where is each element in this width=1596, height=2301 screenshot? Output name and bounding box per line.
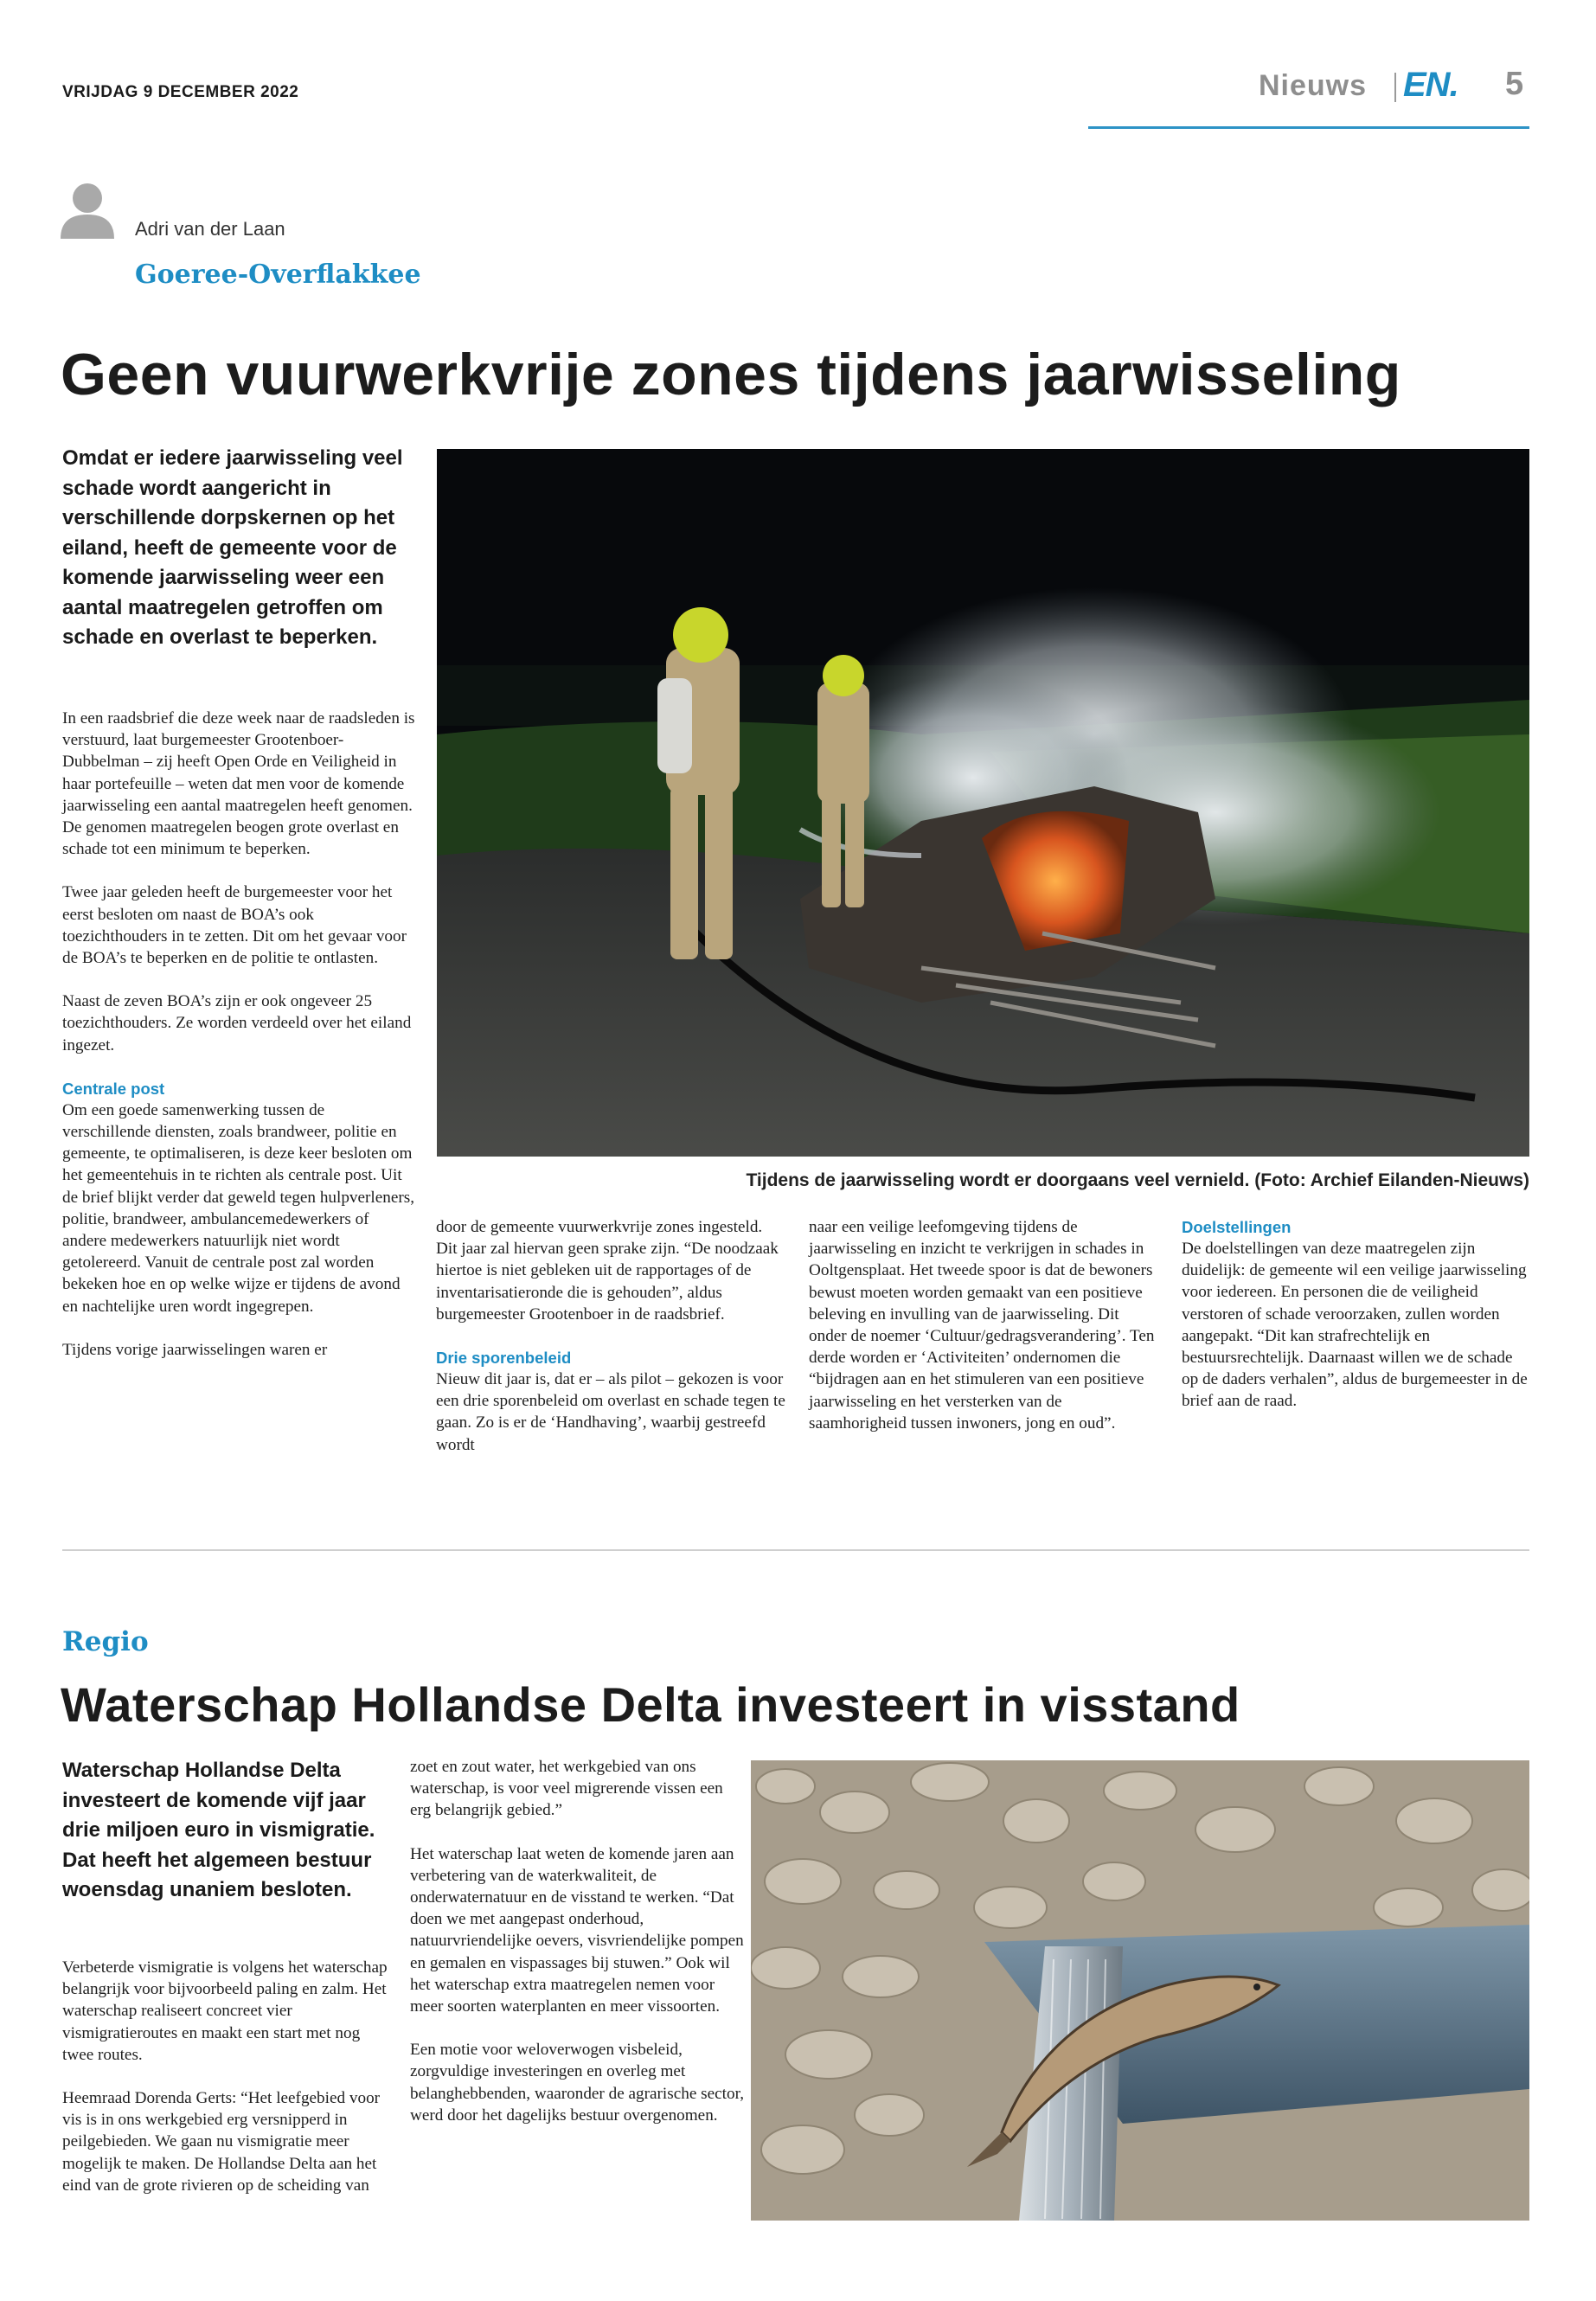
paragraph: Verbeterde vismigratie is volgens het waterschap belangrijk voor bijvoorbeeld paling en zalm. Het waterschap realiseert concreet vier vismigratieroutes en maakt een start met nog twee routes. — [62, 1958, 388, 2064]
paragraph: Een motie voor weloverwogen visbeleid, zorgvuldige investeringen en overleg met belanghebbenden, waaronder de agrarische sector, werd door het dagelijks bestuur overgenomen. — [410, 2041, 744, 2125]
paragraph: Twee jaar geleden heeft de burgemeester voor het eerst besloten om naast de BOA’s ook toezichthouders in te zetten. Dit om het gevaar voor de BOA’s te beperken en de politie te ontlasten. — [62, 883, 407, 968]
photo-firefighters-burning-wreck — [437, 449, 1529, 1157]
section-label: Nieuws — [1259, 69, 1368, 102]
article-column-1 — [62, 1957, 391, 2218]
subheading: Drie sporenbeleid — [436, 1349, 572, 1368]
subheading: Doelstellingen — [1182, 1218, 1292, 1236]
paragraph: Heemraad Dorenda Gerts: “Het leefgebied voor vis is in ons werkgebied erg versnipperd in peilgebieden. We gaan nu vismigratie meer mogelijk te maken. De Hollandse Delta aan het eind van de grote rivieren op de scheiding van — [62, 2089, 381, 2195]
article-kicker: Regio — [62, 1626, 149, 1657]
paragraph: Nieuw dit jaar is, dat er – als pilot – gekozen is voor een drie sporenbeleid om overlast en schade tegen te gaan. Zo is er de ‘Handhaving’, waarbij gestreefd wordt — [436, 1370, 785, 1454]
subheading: Centrale post — [62, 1079, 165, 1098]
paragraph: Tijdens vorige jaarwisselingen waren er — [62, 1340, 328, 1359]
article-headline: Waterschap Hollandse Delta investeert in visstand — [61, 1677, 1240, 1732]
article-headline: Geen vuurwerkvrije zones tijdens jaarwisseling — [61, 342, 1401, 407]
page-number: 5 — [1505, 66, 1524, 102]
article-divider — [62, 1549, 1529, 1551]
photo-caption: Tijdens de jaarwisseling wordt er doorgaans veel vernield. (Foto: Archief Eilanden-Nieuws) — [746, 1170, 1529, 1190]
author-avatar-icon — [61, 182, 114, 239]
article-kicker: Goeree-Overflakkee — [135, 260, 421, 290]
article-column-1 — [62, 708, 417, 1382]
article-column-2 — [436, 1216, 786, 1456]
paragraph: door de gemeente vuurwerkvrije zones ingesteld. Dit jaar zal hiervan geen sprake zijn. “De noodzaak hiertoe is niet gebleken uit de rapportages of de inventarisatieronde die is gehouden”, aldus burgemeester Grootenboer in de raadsbrief. — [436, 1218, 779, 1324]
paragraph: Om een goede samenwerking tussen de verschillende diensten, zoals brandweer, politie en gemeente, te optimaliseren, is deze keer besloten om het gemeentehuis in te richten als centrale post. Uit de brief blijkt verder dat geweld tegen hulpverleners, politie, brandweer, ambulancemedewerkers of andere medewerkers natuurlijk niet wordt getolereerd. Vanuit de centrale post zal worden bekeken hoe en op welke wijze er tijdens de avond en nachtelijke uren wordt ingegrepen. — [62, 1100, 415, 1316]
article-column-3 — [809, 1216, 1159, 1456]
paragraph: De doelstellingen van deze maatregelen zijn duidelijk: de gemeente wil een veilige jaarwisseling voor iedereen. En personen die de veiligheid verstoren of schade veroorzaken, zullen worden aangepakt. “Dit kan strafrechtelijk en bestuursrechtelijk. Daarnaast willen we de schade op de daders verhalen”, aldus de burgemeester in de brief aan de raad. — [1182, 1240, 1528, 1411]
author-name: Adri van der Laan — [135, 218, 285, 240]
article-column-4 — [1182, 1216, 1532, 1434]
article-lead: Omdat er iedere jaarwisseling veel schade wordt aangericht in verschillende dorpskernen op het eiland, heeft de gemeente voor de komende jaarwisseling weer een aantal maatregelen getroffen om schade en overlast te beperken. — [62, 446, 403, 649]
article-lead: Waterschap Hollandse Delta investeert de komende vijf jaar drie miljoen euro in vismigratie. Dat heeft het algemeen bestuur woensdag unaniem besloten. — [62, 1759, 375, 1901]
paragraph: Naast de zeven BOA’s zijn er ook ongeveer 25 toezichthouders. Ze worden verdeeld over het eiland ingezet. — [62, 992, 412, 1054]
header-rule — [1088, 126, 1529, 129]
photo-salmon-jumping-weir — [751, 1760, 1529, 2221]
paragraph: zoet en zout water, het werkgebied van ons waterschap, is voor veel migrerende vissen een erg belangrijk gebied.” — [410, 1758, 723, 1820]
article-column-2 — [410, 1756, 747, 2148]
section-separator — [1394, 73, 1396, 102]
paragraph: naar een veilige leefomgeving tijdens de jaarwisseling en inzicht te verkrijgen in schades in Ooltgensplaat. Het tweede spoor is dat de bewoners bewust moeten worden gemaakt van een positieve beleving en invulling van de jaarwisseling. Dit onder de noemer ‘Cultuur/gedragsverandering’. Ten derde worden er ‘Activiteiten’ ondernomen die “bijdragen aan en het stimuleren van een positieve jaarwisseling en het versterken van de saamhorigheid tussen inwoners, jong en oud”. — [809, 1218, 1155, 1433]
newspaper-logo: EN. — [1403, 66, 1458, 104]
paragraph: In een raadsbrief die deze week naar de raadsleden is verstuurd, laat burgemeester Grootenboer-Dubbelman – zij heeft Open Orde en Veiligheid in haar portefeuille – weten dat men voor de komende jaarwisseling een aantal maatregelen heeft genomen. De genomen maatregelen beogen grote overlast en schade tot een minimum te beperken. — [62, 709, 415, 859]
issue-date: VRIJDAG 9 DECEMBER 2022 — [62, 83, 299, 101]
paragraph: Het waterschap laat weten de komende jaren aan verbetering van de waterkwaliteit, de onderwaternatuur en de visstand te werken. “Dat doen we met aangepast onderhoud, natuurvriendelijke oevers, visvriendelijke pompen en gemalen en vispassages bij stuwen.” Ook wil het waterschap extra maatregelen nemen voor meer soorten waterplanten en meer vissoorten. — [410, 1844, 744, 2016]
